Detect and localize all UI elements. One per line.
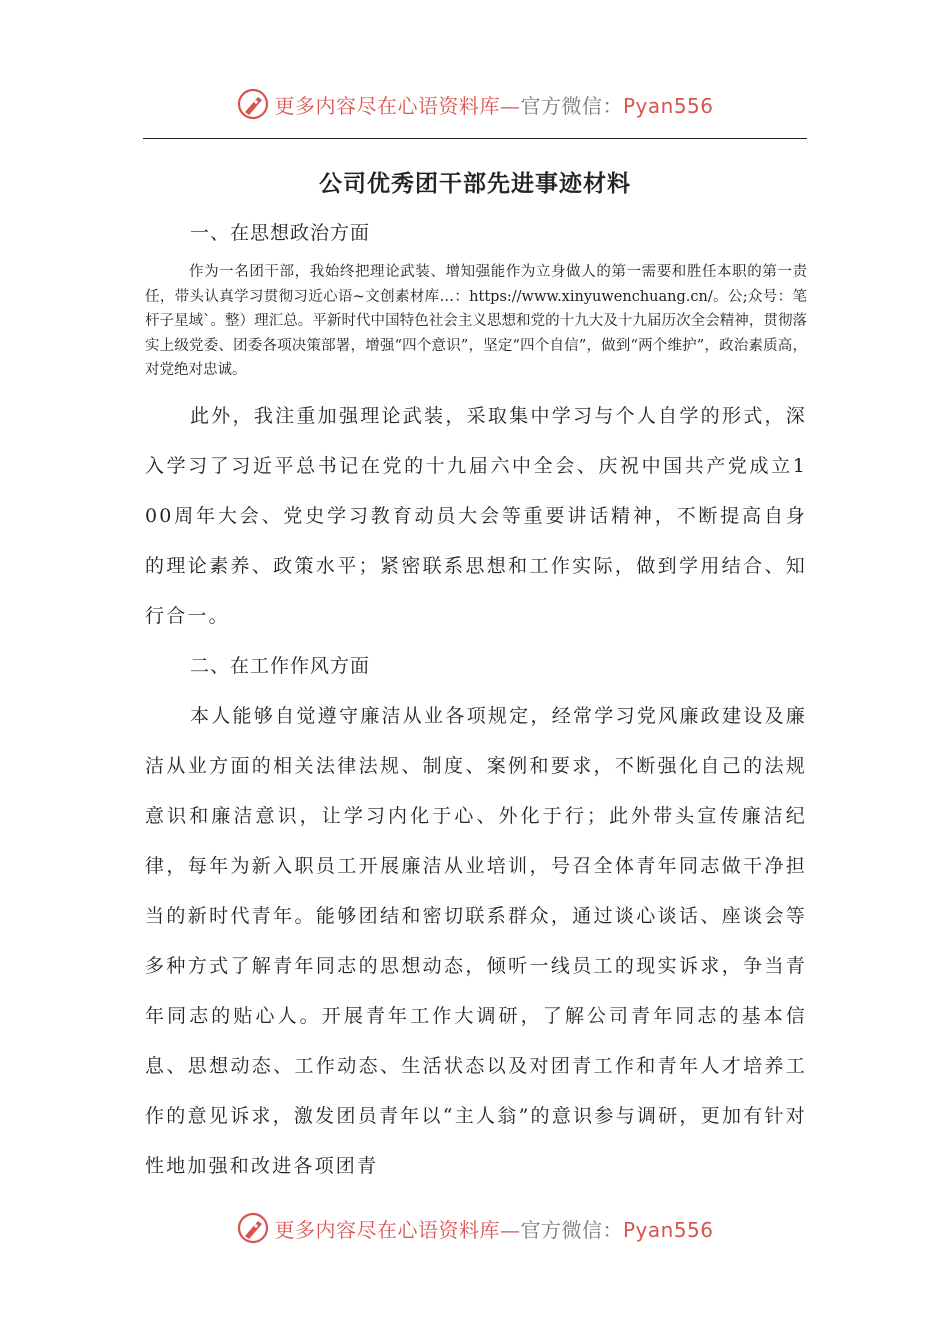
pen-nib-circle-icon — [236, 87, 270, 121]
paragraph-small: 作为一名团干部，我始终把理论武装、增知强能作为立身做人的第一需要和胜任本职的第一责任，带头认真学习贯彻习近心语~文创素材库…：https://www.xinyuwenchuang.cn/。公;众号：笔杆子星域`。整）理汇总。平新时代中国特色社会主义思想和党的十九大及十九届历次全会精神，贯彻落实上级党委、团委各项决策部署，增强“四个意识”，坚定“四个自信”，做到“两个维护”，政治素质高，对党绝对忠诚。 — [145, 264, 807, 378]
banner-main: 更多内容尽在心语资料库 — [274, 93, 500, 118]
banner-wechat-id: Pyan556 — [622, 1217, 714, 1242]
pen-nib-circle-icon — [236, 1211, 270, 1245]
banner-dash: — — [499, 93, 521, 118]
banner-main: 更多内容尽在心语资料库 — [274, 1217, 500, 1242]
section-heading-2: 二、在工作作风方面 — [190, 654, 371, 677]
banner-wechat-label: 官方微信： — [520, 1217, 623, 1242]
footer-banner — [0, 1206, 950, 1250]
paragraph-1: 此外，我注重加强理论武装，采取集中学习与个人自学的形式，深入学习了习近平总书记在党的十九届六中全会、庆祝中国共产党成立100周年大会、党史学习教育动员大会等重要讲话精神，不断提高自身的理论素养、政策水平；紧密联系思想和工作实际，做到学用结合、知行合一。 — [145, 404, 807, 627]
banner-text — [274, 1214, 713, 1243]
header-rule — [143, 138, 807, 139]
banner-wechat-id: Pyan556 — [622, 93, 714, 118]
header-banner — [0, 82, 950, 126]
document-body — [145, 212, 807, 1191]
section-heading-1: 一、在思想政治方面 — [190, 222, 371, 244]
banner-dash: — — [499, 1217, 521, 1242]
paragraph-2: 本人能够自觉遵守廉洁从业各项规定，经常学习党风廉政建设及廉洁从业方面的相关法律法规、制度、案例和要求，不断强化自己的法规意识和廉洁意识，让学习内化于心、外化于行；此外带头宣传廉洁纪律，每年为新入职员工开展廉洁从业培训，号召全体青年同志做干净担当的新时代青年。能够团结和密切联系群众，通过谈心谈话、座谈会等多种方式了解青年同志的思想动态，倾听一线员工的现实诉求，争当青年同志的贴心人。开展青年工作大调研，了解公司青年同志的基本信息、思想动态、工作动态、生活状态以及对团青工作和青年人才培养工作的意见诉求，激发团员青年以“主人翁”的意识参与调研，更加有针对性地加强和改进各项团青 — [145, 704, 807, 1177]
document-title: 公司优秀团干部先进事迹材料 — [319, 171, 631, 197]
banner-text — [274, 90, 713, 119]
banner-wechat-label: 官方微信： — [520, 93, 623, 118]
